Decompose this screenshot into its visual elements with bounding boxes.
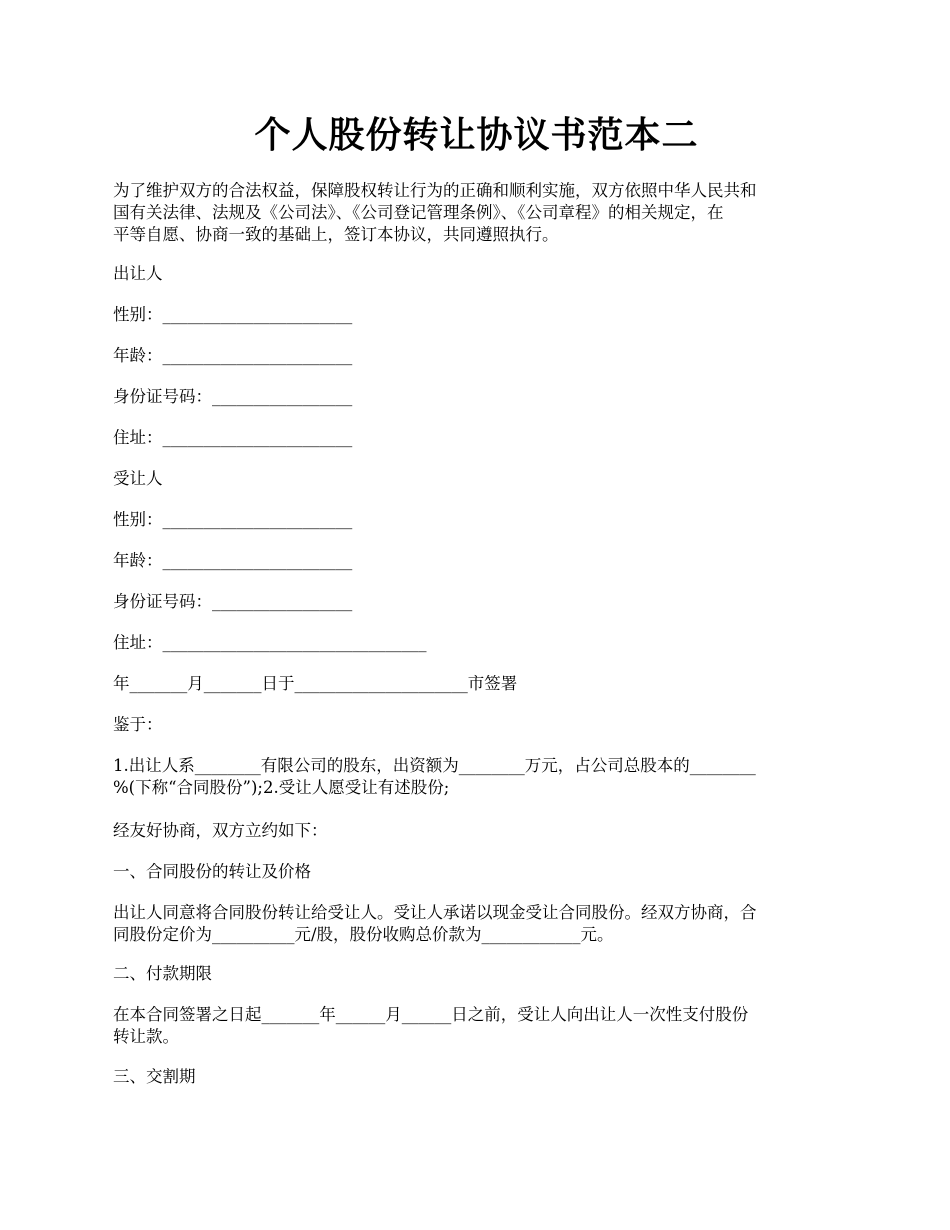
signing-date-line: 年_______月_______日于_____________________市签署 xyxy=(113,674,518,693)
whereas-paragraph xyxy=(113,755,840,799)
section1-line: 出让人同意将合同股份转让给受让人。受让人承诺以现金受让合同股份。经双方协商，合 xyxy=(113,903,757,922)
transferee-address-field: 住址：________________________________ xyxy=(113,633,427,652)
section1-heading: 一、合同股份的转让及价格 xyxy=(113,862,311,881)
transferee-gender-field: 性别：_______________________ xyxy=(113,510,353,529)
transferee-age-field: 年龄：_______________________ xyxy=(113,551,353,570)
section2-paragraph xyxy=(113,1004,840,1048)
transferor-heading: 出让人 xyxy=(113,264,163,283)
transferor-id-field: 身份证号码：_________________ xyxy=(113,387,353,406)
agreement-intro: 经友好协商，双方立约如下： xyxy=(113,821,328,840)
transferee-id-field: 身份证号码：_________________ xyxy=(113,592,353,611)
section2-line: 在本合同签署之日起_______年______月______日之前，受让人向出让人一次性支付股份 xyxy=(113,1005,749,1024)
section2-heading: 二、付款期限 xyxy=(113,964,212,983)
whereas-line: %(下称“合同股份”);2.受让人愿受让有述股份; xyxy=(113,778,450,797)
transferor-age-field: 年龄：_______________________ xyxy=(113,346,353,365)
document-title: 个人股份转让协议书范本二 xyxy=(254,114,699,156)
transferor-address-field: 住址：_______________________ xyxy=(113,428,353,447)
section1-line: 同股份定价为__________元/股，股份收购总价款为____________元。 xyxy=(113,925,614,944)
section2-line: 转让款。 xyxy=(113,1027,179,1046)
intro-paragraph xyxy=(113,180,840,246)
section3-heading: 三、交割期 xyxy=(113,1067,196,1086)
transferee-heading: 受让人 xyxy=(113,469,163,488)
intro-line: 为了维护双方的合法权益，保障股权转让行为的正确和顺利实施，双方依照中华人民共和 xyxy=(113,181,757,200)
intro-line: 国有关法律、法规及《公司法》、《公司登记管理条例》、《公司章程》的相关规定，在 xyxy=(113,203,724,222)
whereas-heading: 鉴于： xyxy=(113,715,163,734)
whereas-line: 1.出让人系________有限公司的股东，出资额为________万元，占公司总股本的________ xyxy=(113,756,756,775)
section1-paragraph xyxy=(113,902,840,946)
transferor-gender-field: 性别：_______________________ xyxy=(113,305,353,324)
intro-line: 平等自愿、协商一致的基础上，签订本协议，共同遵照执行。 xyxy=(113,225,559,244)
